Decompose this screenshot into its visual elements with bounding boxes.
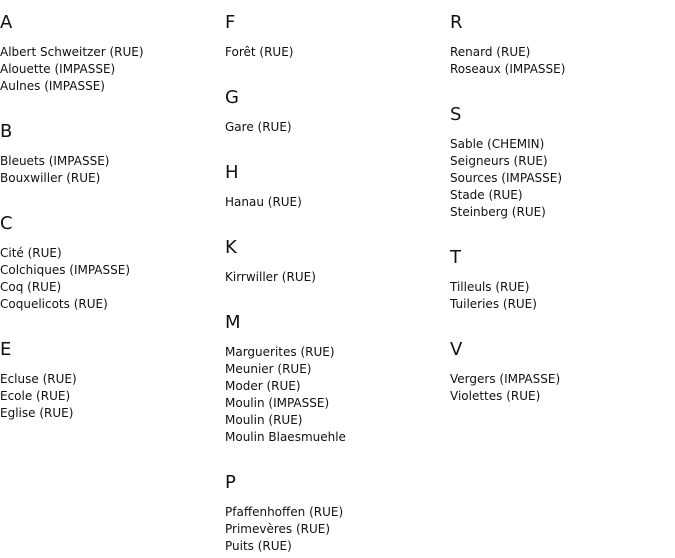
letter-heading: R xyxy=(450,12,463,33)
street-list-item xyxy=(450,388,670,405)
letter-group xyxy=(0,13,220,95)
street-link[interactable]: Vergers (IMPASSE) xyxy=(450,372,561,386)
street-list-item xyxy=(0,405,220,422)
street-list xyxy=(450,44,670,78)
street-list-item xyxy=(225,395,445,412)
letter-heading: K xyxy=(225,237,237,258)
letter-group xyxy=(225,473,445,555)
street-link[interactable]: Stade (RUE) xyxy=(450,188,523,202)
street-list xyxy=(0,44,220,95)
street-link[interactable]: Moulin Blaesmuehle xyxy=(225,430,346,444)
street-list-item xyxy=(225,429,445,446)
letter-heading: C xyxy=(0,213,13,234)
street-list-item xyxy=(0,296,220,313)
street-list-item xyxy=(225,44,445,61)
letter-group xyxy=(450,340,670,405)
group-spacer xyxy=(450,313,670,327)
street-index-column-2 xyxy=(225,0,445,555)
street-link[interactable]: Tuileries (RUE) xyxy=(450,297,537,311)
letter-group xyxy=(225,163,445,211)
street-list-item xyxy=(225,538,445,555)
street-list xyxy=(0,245,220,313)
street-link[interactable]: Bouxwiller (RUE) xyxy=(0,171,101,185)
street-link[interactable]: Aulnes (IMPASSE) xyxy=(0,79,105,93)
street-list-item xyxy=(0,61,220,78)
street-link[interactable]: Cité (RUE) xyxy=(0,246,62,260)
street-link[interactable]: Coquelicots (RUE) xyxy=(0,297,108,311)
street-link[interactable]: Forêt (RUE) xyxy=(225,45,294,59)
letter-heading: H xyxy=(225,162,239,183)
street-list xyxy=(0,153,220,187)
letter-heading: V xyxy=(450,339,463,360)
letter-heading: P xyxy=(225,472,236,493)
street-list-item xyxy=(225,194,445,211)
street-list-item xyxy=(450,44,670,61)
street-link[interactable]: Eglise (RUE) xyxy=(0,406,74,420)
street-list xyxy=(450,136,670,221)
group-spacer xyxy=(225,211,445,225)
street-index-column-1 xyxy=(0,0,220,422)
street-link[interactable]: Sources (IMPASSE) xyxy=(450,171,563,185)
street-link[interactable]: Kirrwiller (RUE) xyxy=(225,270,316,284)
street-link[interactable]: Pfaffenhoffen (RUE) xyxy=(225,505,344,519)
street-list-item xyxy=(450,153,670,170)
street-list-item xyxy=(225,344,445,361)
letter-heading: S xyxy=(450,104,462,125)
street-list-item xyxy=(450,279,670,296)
street-list xyxy=(225,44,445,61)
group-spacer xyxy=(0,95,220,109)
letter-heading: E xyxy=(0,339,12,360)
group-spacer xyxy=(225,61,445,75)
street-link[interactable]: Steinberg (RUE) xyxy=(450,205,546,219)
street-index-column-3 xyxy=(450,0,670,405)
letter-group xyxy=(450,248,670,313)
letter-group xyxy=(225,313,445,446)
street-list-item xyxy=(0,78,220,95)
street-link[interactable]: Ecole (RUE) xyxy=(0,389,71,403)
street-list-item xyxy=(0,279,220,296)
group-spacer xyxy=(0,313,220,327)
street-list xyxy=(225,119,445,136)
letter-group xyxy=(0,122,220,187)
group-spacer xyxy=(225,286,445,300)
street-link[interactable]: Bleuets (IMPASSE) xyxy=(0,154,110,168)
letter-heading: M xyxy=(225,312,241,333)
street-link[interactable]: Meunier (RUE) xyxy=(225,362,312,376)
street-list xyxy=(450,371,670,405)
street-link[interactable]: Violettes (RUE) xyxy=(450,389,541,403)
letter-group xyxy=(225,88,445,136)
street-list xyxy=(0,371,220,422)
street-list-item xyxy=(0,170,220,187)
street-list-item xyxy=(0,245,220,262)
street-list xyxy=(225,344,445,446)
street-link[interactable]: Ecluse (RUE) xyxy=(0,372,77,386)
street-list xyxy=(225,269,445,286)
group-spacer xyxy=(450,78,670,92)
street-list-item xyxy=(225,521,445,538)
street-list-item xyxy=(225,504,445,521)
street-link[interactable]: Puits (RUE) xyxy=(225,539,292,553)
street-list-item xyxy=(450,170,670,187)
street-link[interactable]: Sable (CHEMIN) xyxy=(450,137,545,151)
street-link[interactable]: Coq (RUE) xyxy=(0,280,62,294)
street-list-item xyxy=(225,412,445,429)
street-list-item xyxy=(0,44,220,61)
street-list-item xyxy=(225,361,445,378)
street-list-item xyxy=(225,269,445,286)
letter-group xyxy=(450,13,670,78)
group-spacer xyxy=(450,221,670,235)
street-list xyxy=(225,504,445,555)
street-list-item xyxy=(450,136,670,153)
street-link[interactable]: Gare (RUE) xyxy=(225,120,292,134)
street-link[interactable]: Roseaux (IMPASSE) xyxy=(450,62,566,76)
street-link[interactable]: Hanau (RUE) xyxy=(225,195,302,209)
street-link[interactable]: Moder (RUE) xyxy=(225,379,301,393)
street-link[interactable]: Tilleuls (RUE) xyxy=(450,280,530,294)
street-list-item xyxy=(0,153,220,170)
letter-group xyxy=(450,105,670,221)
street-link[interactable]: Marguerites (RUE) xyxy=(225,345,335,359)
street-list-item xyxy=(225,378,445,395)
group-spacer xyxy=(225,136,445,150)
street-list-item xyxy=(0,371,220,388)
street-list-item xyxy=(0,262,220,279)
street-link[interactable]: Alouette (IMPASSE) xyxy=(0,62,116,76)
street-list xyxy=(225,194,445,211)
street-link[interactable]: Seigneurs (RUE) xyxy=(450,154,548,168)
group-spacer xyxy=(225,446,445,460)
street-link[interactable]: Albert Schweitzer (RUE) xyxy=(0,45,144,59)
street-link[interactable]: Renard (RUE) xyxy=(450,45,531,59)
street-list-item xyxy=(450,204,670,221)
street-link[interactable]: Primevères (RUE) xyxy=(225,522,331,536)
letter-heading: B xyxy=(0,121,13,142)
letter-heading: A xyxy=(0,12,13,33)
street-list-item xyxy=(450,61,670,78)
street-list-item xyxy=(225,119,445,136)
street-link[interactable]: Moulin (IMPASSE) xyxy=(225,396,330,410)
street-list-item xyxy=(450,296,670,313)
letter-group xyxy=(0,214,220,313)
letter-heading: T xyxy=(450,247,461,268)
letter-heading: F xyxy=(225,12,236,33)
letter-group xyxy=(0,340,220,422)
letter-group xyxy=(225,238,445,286)
group-spacer xyxy=(0,187,220,201)
street-list xyxy=(450,279,670,313)
street-link[interactable]: Colchiques (IMPASSE) xyxy=(0,263,131,277)
street-link[interactable]: Moulin (RUE) xyxy=(225,413,303,427)
street-list-item xyxy=(450,371,670,388)
letter-group xyxy=(225,13,445,61)
street-list-item xyxy=(0,388,220,405)
street-list-item xyxy=(450,187,670,204)
letter-heading: G xyxy=(225,87,239,108)
